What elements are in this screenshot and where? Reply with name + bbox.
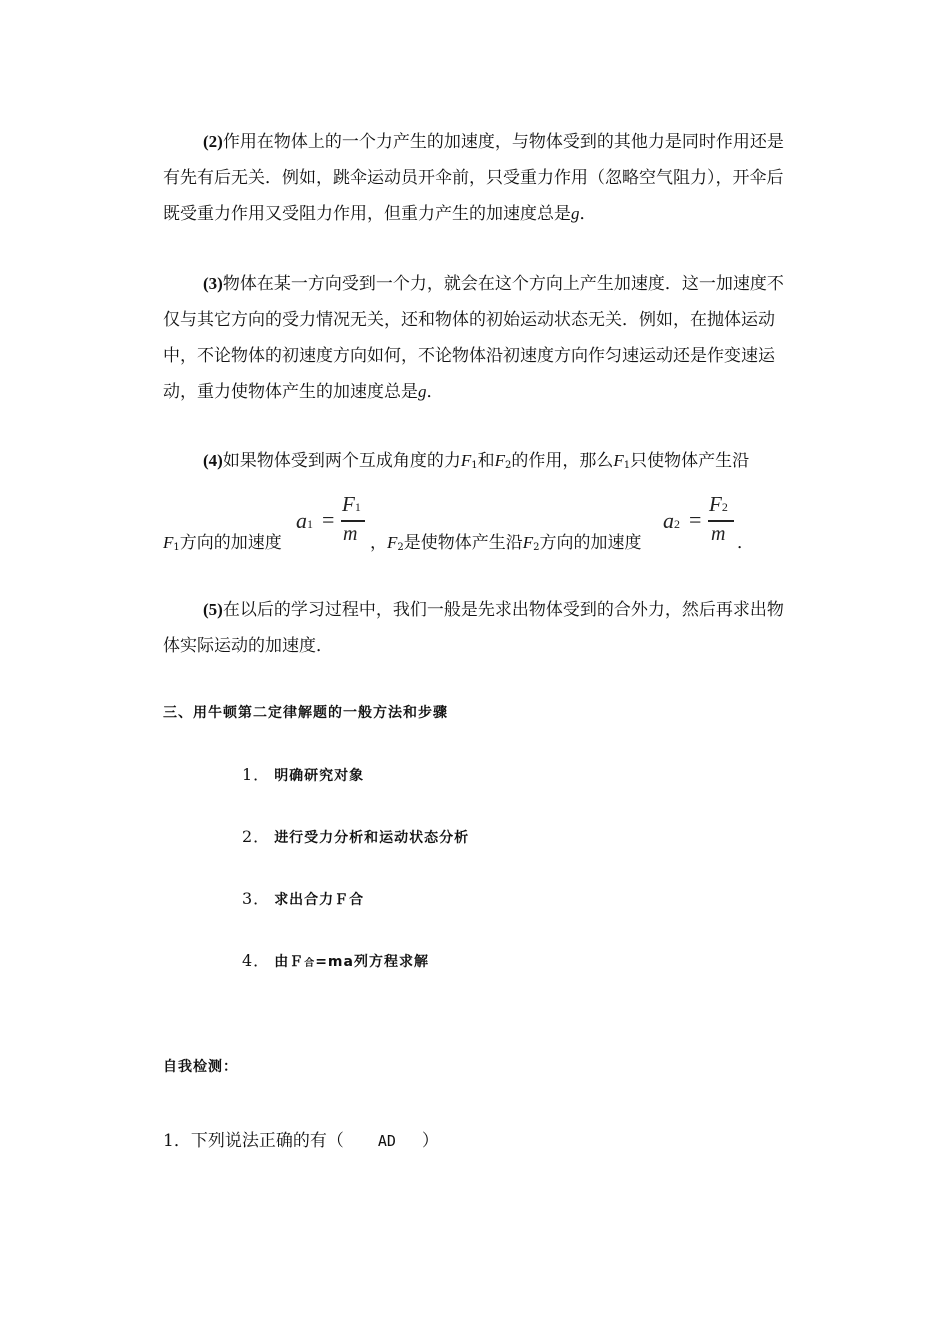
- paragraph-4-line-2c: [737, 528, 754, 553]
- step-number: 4．: [242, 951, 271, 970]
- step-number: 3．: [242, 889, 271, 908]
- question-number: 1．: [163, 1131, 191, 1151]
- accel-subscript: 1: [307, 517, 313, 531]
- step-text: =ma列方程求解: [315, 954, 429, 970]
- formula-a2-lhs: [663, 508, 680, 534]
- formula-a1-numerator: [342, 492, 361, 517]
- paragraph-5: [163, 592, 788, 664]
- force-subscript: 1: [623, 460, 631, 471]
- gravity-symbol: g: [418, 382, 427, 401]
- question-close-paren: ）: [421, 1131, 439, 1151]
- paragraph-2-number: (2): [203, 132, 223, 151]
- force-symbol: F: [460, 451, 472, 470]
- step-3: [242, 886, 364, 909]
- question-text: 下列说法正确的有（: [190, 1131, 344, 1151]
- step-subscript: 合: [304, 958, 316, 969]
- step-number: 2．: [242, 827, 271, 846]
- paragraph-4-text: 和: [477, 451, 495, 471]
- paragraph-4-text: 如果物体受到两个互成角度的力: [222, 451, 461, 471]
- step-number: 1．: [242, 765, 271, 784]
- question-answer: AD: [377, 1132, 396, 1150]
- paragraph-4-line-2a: [163, 528, 282, 553]
- force-subscript: 2: [533, 542, 540, 553]
- accel-symbol: a: [296, 508, 307, 533]
- paragraph-2-text: 作用在物体上的一个力产生的加速度，与物体受到的其他力是同时作用还是有先有后无关．例如，跳伞运动员开伞前，只受重力作用（忽略空气阻力），开伞后既受重力作用又受阻力作用，但重力产生的加速度总是: [163, 132, 784, 224]
- formula-a2: [663, 494, 735, 550]
- force-subscript: 2: [504, 460, 512, 471]
- question-1: [163, 1126, 439, 1151]
- step-text: 求出合力Ｆ合: [274, 892, 365, 908]
- step-2: [242, 824, 469, 847]
- force-symbol: F: [522, 533, 534, 552]
- paragraph-4-line-1: [203, 446, 749, 471]
- force-subscript: 1: [471, 460, 478, 471]
- formula-a1-equals: =: [322, 507, 335, 532]
- paragraph-3: [163, 266, 788, 410]
- paragraph-5-number: (5): [203, 600, 223, 619]
- section-heading: 三、用牛顿第二定律解题的一般方法和步骤: [163, 705, 448, 721]
- paragraph-4-text: ，: [370, 533, 387, 553]
- paragraph-4-line-2b: [370, 528, 642, 553]
- force-subscript: 2: [721, 500, 728, 514]
- paragraph-4-text: 的作用，那么: [511, 451, 614, 471]
- force-symbol: F: [342, 492, 355, 516]
- accel-subscript: 2: [674, 517, 680, 531]
- paragraph-4-text: 只使物体产生沿: [630, 451, 750, 471]
- paragraph-2-end: ．: [579, 204, 597, 224]
- gravity-symbol: g: [571, 204, 580, 223]
- formula-a2-equals: =: [689, 507, 702, 532]
- force-symbol: F: [387, 533, 398, 552]
- force-symbol: F: [494, 451, 505, 470]
- force-symbol: F: [709, 492, 722, 516]
- fraction-bar: [708, 520, 734, 522]
- paragraph-4-text: 是使物体产生沿: [403, 533, 523, 553]
- force-subscript: 1: [354, 500, 361, 514]
- formula-a1-denominator: m: [343, 523, 358, 545]
- force-subscript: 1: [173, 542, 180, 553]
- paragraph-2: [163, 124, 788, 232]
- paragraph-5-text: 在以后的学习过程中，我们一般是先求出物体受到的合外力，然后再求出物体实际运动的加速度．: [163, 600, 784, 656]
- fraction-bar: [341, 520, 365, 522]
- force-subscript: 2: [397, 542, 404, 553]
- paragraph-4-number: (4): [203, 451, 223, 470]
- paragraph-4-text: 方向的加速度: [179, 533, 282, 553]
- self-check-heading: 自我检测：: [163, 1059, 238, 1075]
- formula-a1-lhs: [296, 508, 313, 534]
- step-4: [242, 948, 429, 971]
- formula-a2-numerator: [709, 492, 728, 517]
- step-text: 进行受力分析和运动状态分析: [274, 830, 470, 846]
- force-symbol: F: [613, 451, 624, 470]
- step-1: [242, 762, 364, 785]
- paragraph-4-text: ．: [737, 533, 754, 553]
- force-symbol: F: [163, 533, 174, 552]
- formula-a1: [296, 494, 366, 550]
- step-text: 明确研究对象: [274, 768, 365, 784]
- paragraph-3-text: 物体在某一方向受到一个力，就会在这个方向上产生加速度．这一加速度不仅与其它方向的受力情况无关，还和物体的初始运动状态无关．例如，在抛体运动中，不论物体的初速度方向如何，不论物体沿初速度方向作匀速运动还是作变速运动，重力使物体产生的加速度总是: [163, 274, 784, 402]
- accel-symbol: a: [663, 508, 674, 533]
- paragraph-3-number: (3): [203, 274, 223, 293]
- step-text: 由Ｆ: [274, 954, 305, 970]
- paragraph-4-text: 方向的加速度: [539, 533, 642, 553]
- formula-a2-denominator: m: [711, 523, 726, 545]
- paragraph-3-end: ．: [426, 382, 444, 402]
